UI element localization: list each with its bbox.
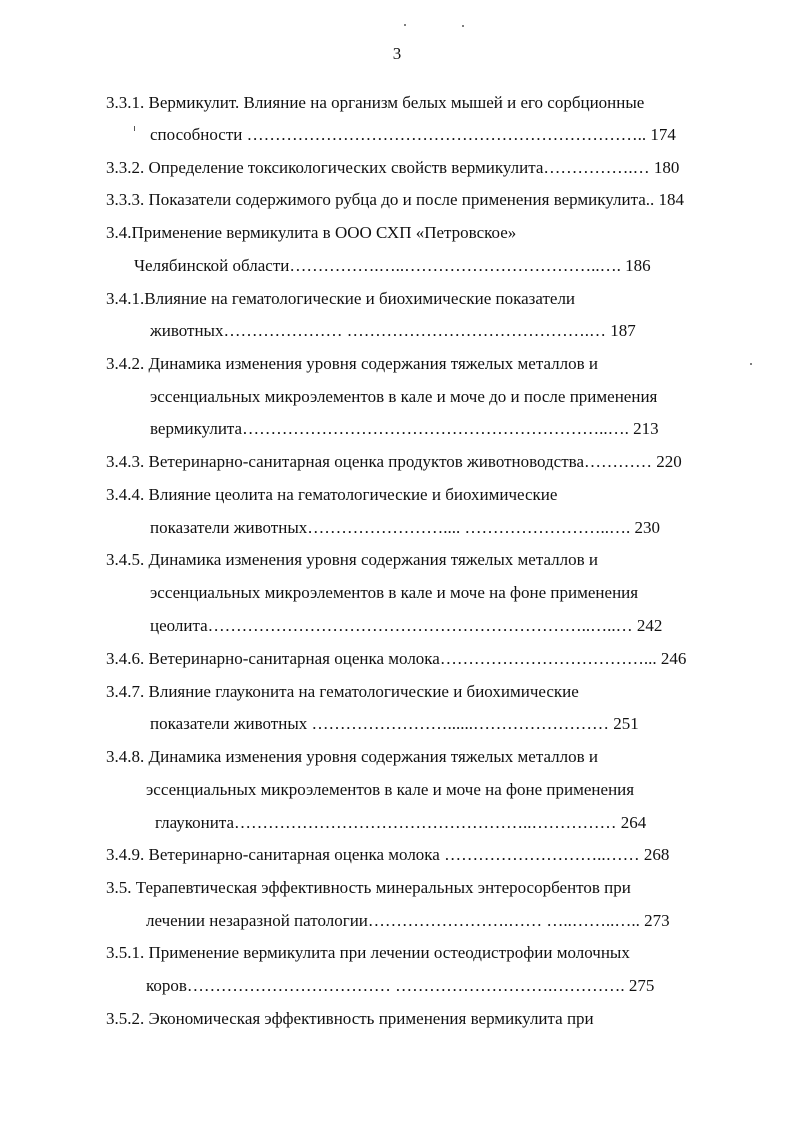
toc-line: способности …………………………………………………………….. 174 (150, 125, 676, 144)
toc-line: цеолита…………………………………………………………..…..… 242 (150, 616, 663, 635)
toc-line: показатели животных…………………….... ……………………..…. 230 (150, 518, 660, 537)
toc-line: 3.4.4. Влияние цеолита на гематологические и биохимические (106, 485, 558, 504)
toc-line: 3.4.6. Ветеринарно-санитарная оценка молока………………………………... 246 (106, 649, 687, 668)
toc-line: 3.4.9. Ветеринарно-санитарная оценка молока ………………………..…… 268 (106, 845, 670, 864)
toc-line: 3.4.5. Динамика изменения уровня содержания тяжелых металлов и (106, 550, 598, 569)
toc-line: коров……………………………… ……………………….…………. 275 (146, 976, 655, 995)
toc-line: животных………………… …………………………………….… 187 (150, 321, 636, 340)
toc-line: 3.3.3. Показатели содержимого рубца до и после применения вермикулита.. 184 (106, 190, 685, 209)
toc-line: 3.4.Применение вермикулита в ООО СХП «Петровское» (106, 223, 517, 242)
toc-line: вермикулита………………………………………………………..…. 213 (150, 419, 659, 438)
page-number: 3 (392, 44, 402, 63)
toc-line: 3.3.2. Определение токсикологических свойств вермикулита…………….… 180 (106, 158, 680, 177)
toc-line: 3.5. Терапевтическая эффективность минеральных энтеросорбентов при (106, 878, 631, 897)
toc-line: Челябинской области…………….…..……………………………..…. 186 (134, 256, 651, 275)
toc-line: 3.5.2. Экономическая эффективность применения вермикулита при (106, 1009, 594, 1028)
toc-line: эссенциальных микроэлементов в кале и моче на фоне применения (150, 583, 639, 602)
scan-speck (134, 126, 135, 131)
scan-speck (750, 363, 752, 365)
toc-line: 3.4.1.Влияние на гематологические и биохимические показатели (106, 289, 576, 308)
toc-line: 3.4.7. Влияние глауконита на гематологические и биохимические (106, 682, 579, 701)
toc-line: эссенциальных микроэлементов в кале и моче до и после применения (150, 387, 658, 406)
toc-line: лечении незаразной патологии…………………….…… …..……..….. 273 (146, 911, 670, 930)
toc-line: 3.4.2. Динамика изменения уровня содержания тяжелых металлов и (106, 354, 598, 373)
toc-line: 3.4.8. Динамика изменения уровня содержания тяжелых металлов и (106, 747, 598, 766)
toc-line: показатели животных ……………………......…………………… 251 (150, 714, 639, 733)
toc-line: глауконита……………………………………………..…………… 264 (155, 813, 647, 832)
toc-line: 3.4.3. Ветеринарно-санитарная оценка продуктов животноводства………… 220 (106, 452, 682, 471)
toc-line: эссенциальных микроэлементов в кале и моче на фоне применения (146, 780, 635, 799)
toc-line: 3.5.1. Применение вермикулита при лечении остеодистрофии молочных (106, 943, 630, 962)
scan-speck (404, 24, 406, 26)
toc-line: 3.3.1. Вермикулит. Влияние на организм белых мышей и его сорбционные (106, 93, 645, 112)
scan-speck (462, 25, 464, 27)
